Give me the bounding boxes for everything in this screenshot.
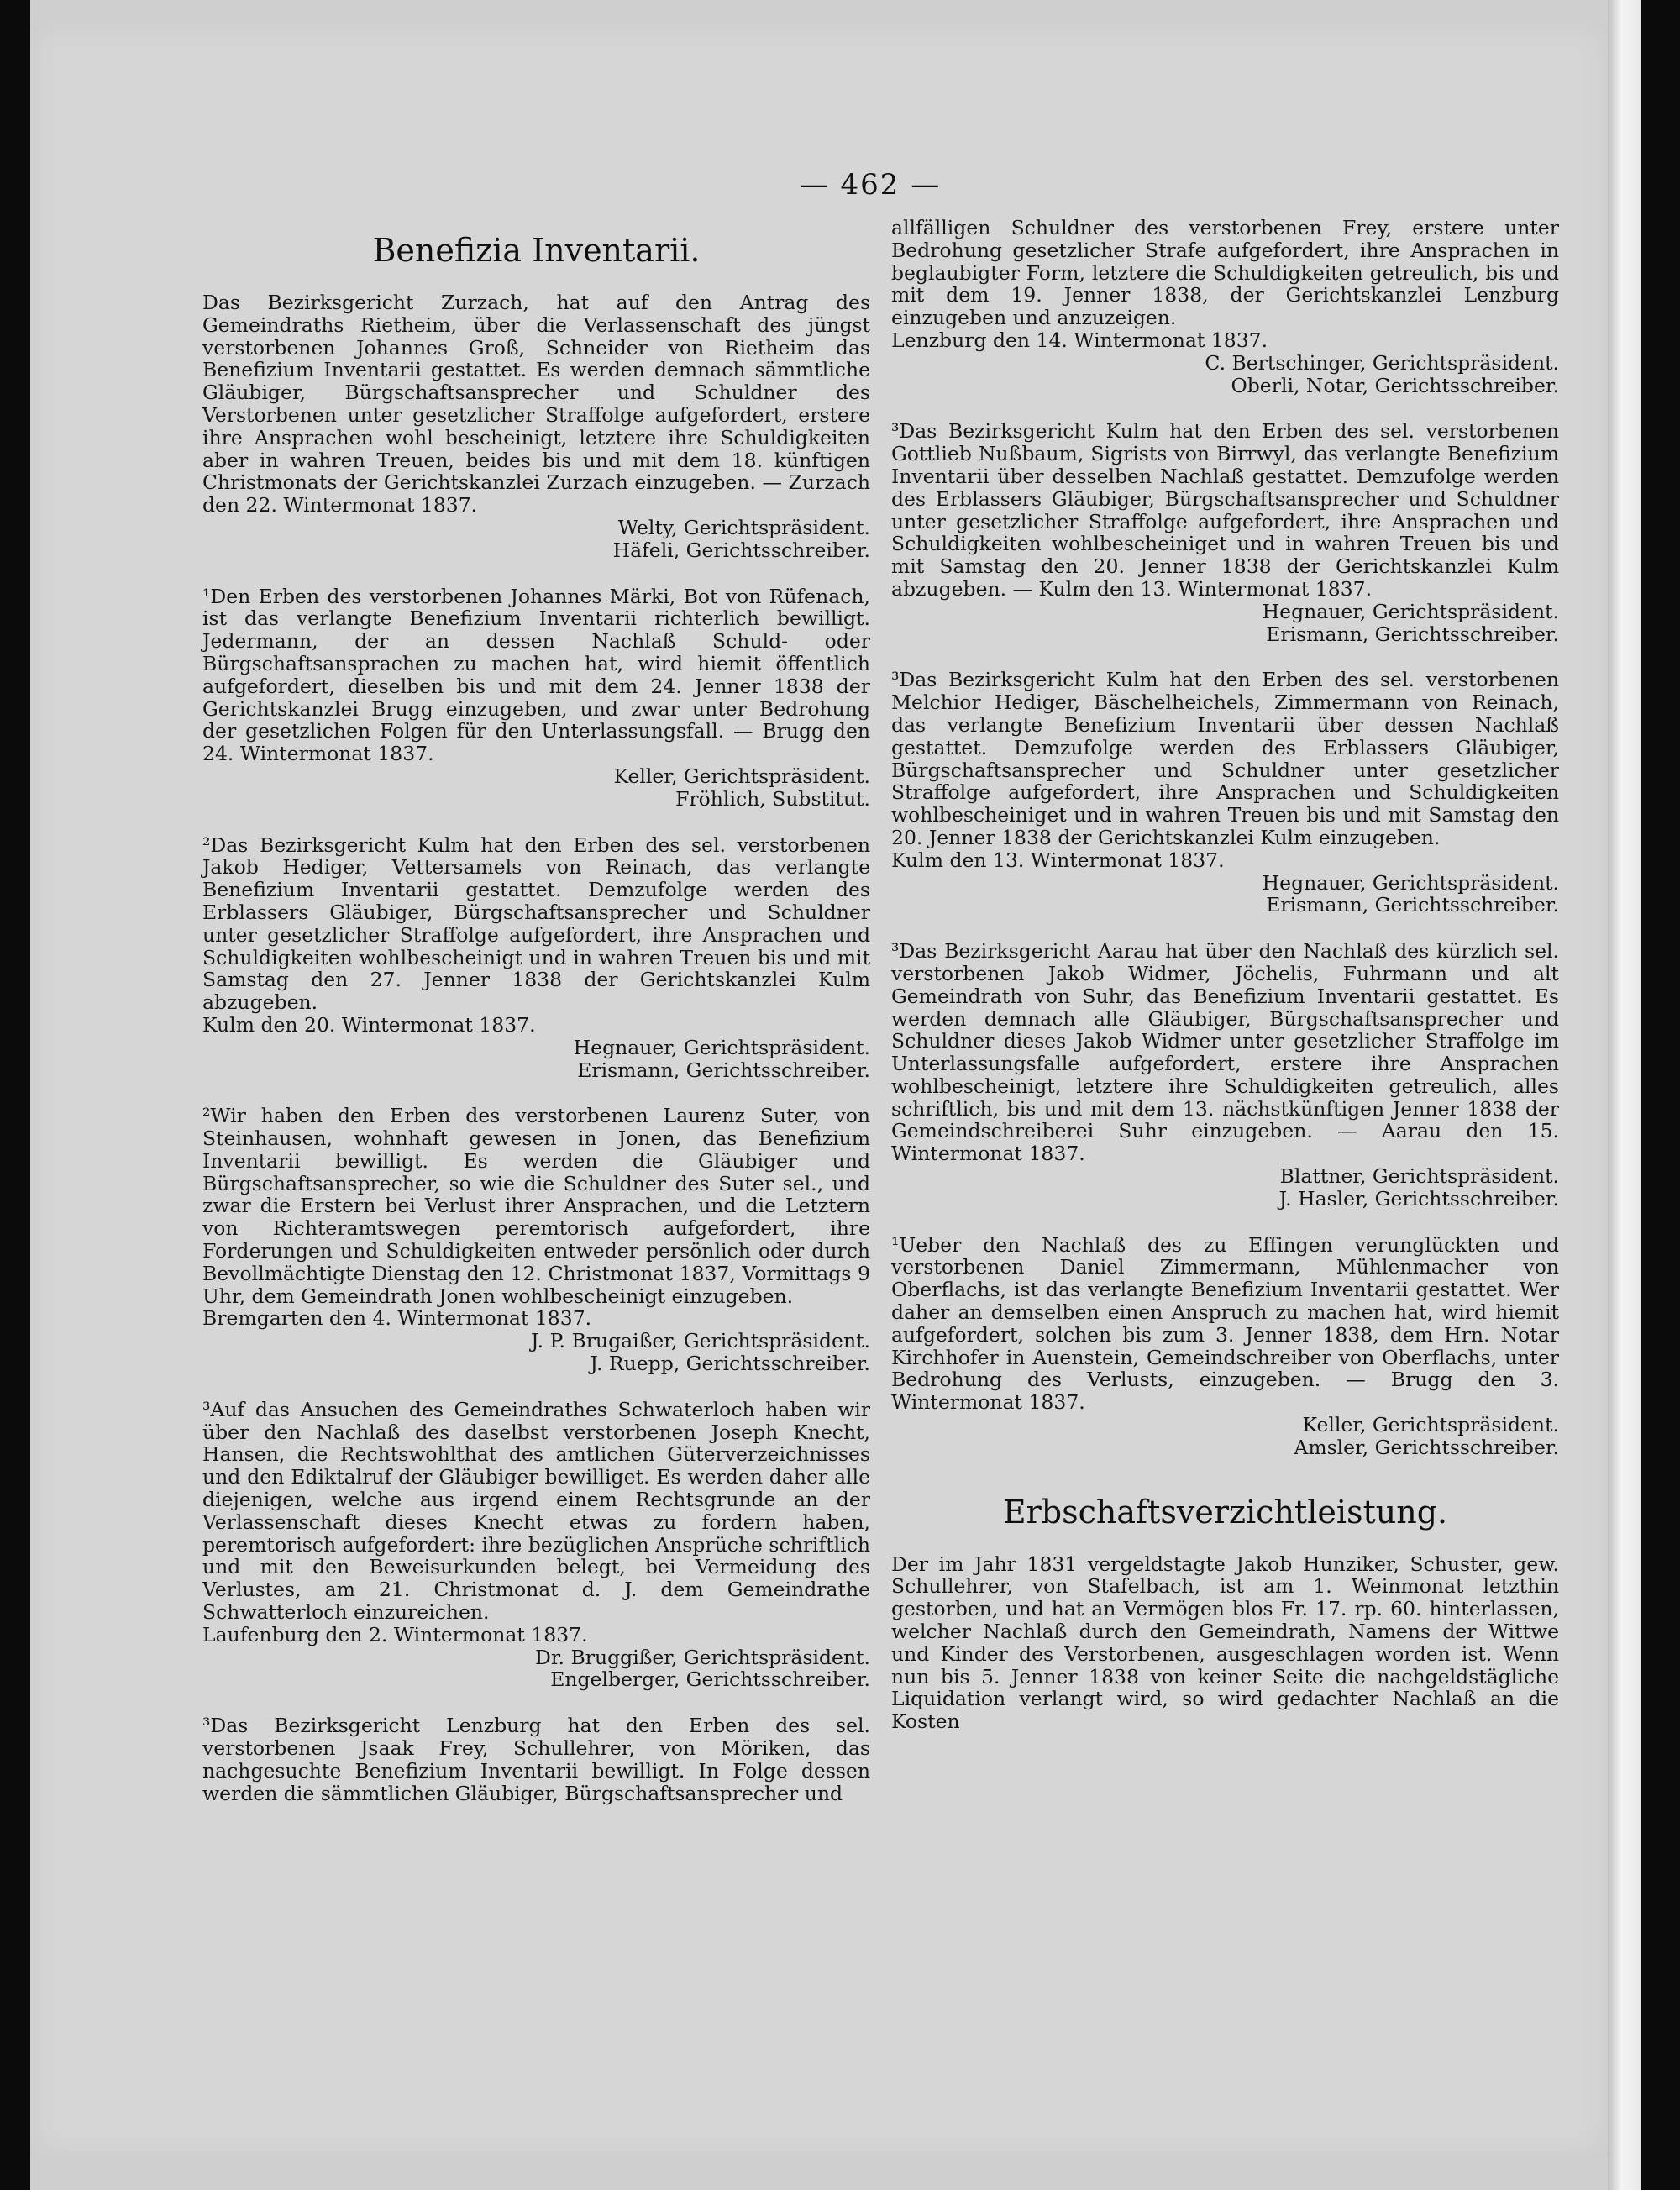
- dateline: Laufenburg den 2. Wintermonat 1837.: [202, 1622, 588, 1646]
- signature: Erismann, Gerichtsschreiber.: [1266, 622, 1559, 646]
- signature: J. Ruepp, Gerichtsschreiber.: [590, 1352, 870, 1376]
- notice: [891, 940, 1559, 1211]
- right-column: [891, 217, 1559, 1733]
- notice: [202, 586, 870, 811]
- scanned-page: [30, 0, 1641, 2190]
- signature: Erismann, Gerichtsschreiber.: [1266, 893, 1559, 917]
- notice-text: ¹Ueber den Nachlaß des zu Effingen verunglückten und verstorbenen Daniel Zimmermann, Mühlenmacher von Oberflachs, ist das verlangte Benefizium Inventarii gestattet. Wer daher an demselben einen Anspruch zu machen hat, wird hiemit aufgefordert, solchen bis zum 3. Jenner 1838, dem Hrn. Notar Kirchhofer in Auenstein, Gemeindschreiber von Oberflachs, unter Bedrohung des Verlusts, einzugeben. — Brugg den 3. Wintermonat 1837.: [891, 1232, 1559, 1415]
- signature: Fröhlich, Substitut.: [675, 786, 870, 811]
- notice: [202, 834, 870, 1082]
- dateline: Kulm den 20. Wintermonat 1837.: [202, 1012, 536, 1037]
- dateline: Bremgarten den 4. Wintermonat 1837.: [202, 1306, 592, 1331]
- notice-text: ²Das Bezirksgericht Kulm hat den Erben des sel. verstorbenen Jakob Hediger, Vettersamels von Reinach, das verlangte Benefizium Inventarii gestattet. Demzufolge werden des Erblassers Gläubiger, Bürgschaftsansprecher und Schuldner unter gesetzlicher Straffolge aufgefordert, ihre Ansprachen und Schuldigkeiten wohlbescheinigt und in wahren Treuen bis und mit Samstag den 27. Jenner 1838 der Gerichtskanzlei Kulm abzugeben.: [202, 832, 871, 1015]
- signature: Keller, Gerichtspräsident.: [1302, 1413, 1559, 1437]
- notice: [202, 1715, 870, 1804]
- section-heading: Benefizia Inventarii.: [372, 232, 701, 269]
- notice-text: ³Das Bezirksgericht Kulm hat den Erben des sel. verstorbenen Gottlieb Nußbaum, Sigrists von Birrwyl, das verlangte Benefizium Inventarii über desselben Nachlaß gestattet. Demzufolge werden des Erblassers Gläubiger, Bürgschaftsansprecher und Schuldner unter gesetzlicher Straffolge aufgefordert, ihre Ansprachen und Schuldigkeiten wohlbescheiniget und in wahren Treuen bis und mit Samstag den 20. Jenner 1838 der Gerichtskanzlei Kulm abzugeben. — Kulm den 13. Wintermonat 1837.: [891, 419, 1559, 601]
- notice: [202, 1399, 870, 1691]
- signature: Engelberger, Gerichtsschreiber.: [550, 1667, 870, 1692]
- signature: J. P. Brugaißer, Gerichtspräsident.: [530, 1329, 870, 1353]
- signature: Hegnauer, Gerichtspräsident.: [573, 1035, 870, 1059]
- page-edge: [1608, 0, 1641, 2190]
- signature: Welty, Gerichtspräsident.: [617, 515, 870, 539]
- notice: [202, 291, 870, 562]
- notice-text: ³Auf das Ansuchen des Gemeindrathes Schwaterloch haben wir über den Nachlaß des daselbst verstorbenen Joseph Knecht, Hansen, die Rechtswohlthat des amtlichen Güterverzeichnisses und den Ediktalruf der Gläubiger bewilliget. Es werden daher alle diejenigen, welche aus irgend einem Rechtsgrunde an der Verlassenschaft dieses Knecht etwas zu fordern haben, peremtorisch aufgefordert: ihre bezüglichen Ansprüche schriftlich und mit den Beweisurkunden belegt, bei Vermeidung des Verlustes, am 21. Christmonat d. J. dem Gemeindrathe Schwatterloch einzureichen.: [202, 1397, 870, 1625]
- dateline: Kulm den 13. Wintermonat 1837.: [891, 848, 1225, 872]
- notice-text: Der im Jahr 1831 vergeldstagte Jakob Hunziker, Schuster, gew. Schullehrer, von Stafelbach, ist am 1. Weinmonat letzthin gestorben, und hat an Vermögen blos Fr. 17. rp. 60. hinterlassen, welcher Nachlaß durch den Gemeindrath, Namens der Wittwe und Kinder des Verstorbenen, ausgeschlagen worden ist. Wenn nun bis 5. Jenner 1838 von keiner Seite die nachgeldstägliche Liquidation verlangt wird, so wird gedachter Nachlaß an die Kosten: [891, 1552, 1559, 1734]
- signature: J. Hasler, Gerichtsschreiber.: [1278, 1186, 1559, 1211]
- signature: Oberli, Notar, Gerichtsschreiber.: [1231, 373, 1559, 397]
- notice-text: ³Das Bezirksgericht Aarau hat über den Nachlaß des kürzlich sel. verstorbenen Jakob Widmer, Jöchelis, Fuhrmann und alt Gemeindrath von Suhr, das Benefizium Inventarii gestattet. Es werden demnach alle Gläubiger, Bürgschaftsansprecher und Schuldner dieses Jakob Widmer unter gesetzlicher Straffolge im Unterlassungsfalle aufgefordert, erstere ihre Ansprachen wohlbescheinigt, letztere ihre Schuldigkeiten getreulich, alles schriftlich, bis und mit dem 13. nächstkünftigen Jenner 1838 der Gemeindschreiberei Suhr einzugeben. — Aarau den 15. Wintermonat 1837.: [891, 939, 1559, 1166]
- signature: Hegnauer, Gerichtspräsident.: [1262, 870, 1559, 895]
- notice-text: ³Das Bezirksgericht Lenzburg hat den Erben des sel. verstorbenen Jsaak Frey, Schullehrer, von Möriken, das nachgesuchte Benefizium Inventarii bewilligt. In Folge dessen werden die sämmtlichen Gläubiger, Bürgschaftsansprecher und: [202, 1714, 870, 1805]
- signature: Hegnauer, Gerichtspräsident.: [1262, 599, 1559, 623]
- notice: [891, 217, 1559, 397]
- signature: C. Bertschinger, Gerichtspräsident.: [1205, 350, 1559, 375]
- signature: Häfeli, Gerichtsschreiber.: [612, 538, 870, 562]
- notice-text: Das Bezirksgericht Zurzach, hat auf den Antrag des Gemeindraths Rietheim, über die Verlassenschaft des jüngst verstorbenen Johannes Groß, Schneider von Rietheim das Benefizium Inventarii gestattet. Es werden demnach sämmtliche Gläubiger, Bürgschaftsansprecher und Schuldner des Verstorbenen unter gesetzlicher Straffolge aufgefordert, erstere ihre Ansprachen wohl bescheinigt, letztere ihre Schuldigkeiten aber in wahren Treuen, beides bis und mit dem 18. künftigen Christmonats der Gerichtskanzlei Zurzach einzugeben. — Zurzach den 22. Wintermonat 1837.: [202, 291, 870, 517]
- notice: [891, 669, 1559, 916]
- signature: Dr. Bruggißer, Gerichtspräsident.: [535, 1645, 870, 1669]
- notice-text: ³Das Bezirksgericht Kulm hat den Erben des sel. verstorbenen Melchior Hediger, Bäschelheichels, Zimmermann von Reinach, das verlangte Benefizium Inventarii über dessen Nachlaß gestattet. Demzufolge werden des Erblassers Gläubiger, Bürgschaftsansprecher und Schuldner unter gesetzlicher Straffolge aufgefordert, ihre Ansprachen und Schuldigkeiten wohlbescheiniget und in wahren Treuen bis und mit Samstag den 20. Jenner 1838 der Gerichtskanzlei Kulm einzugeben.: [891, 668, 1559, 849]
- section-heading: Erbschaftsverzichtleistung.: [1002, 1493, 1448, 1531]
- left-column: [202, 223, 870, 1828]
- signature: Blattner, Gerichtspräsident.: [1279, 1164, 1559, 1189]
- notice-text: allfälligen Schuldner des verstorbenen Frey, erstere unter Bedrohung gesetzlicher Strafe aufgefordert, ihre Ansprachen in beglaubigter Form, letztere die Schuldigkeiten getreulich, bis und mit dem 19. Jenner 1838, der Gerichtskanzlei Lenzburg einzugeben und anzuzeigen.: [891, 216, 1559, 330]
- signature: Erismann, Gerichtsschreiber.: [577, 1058, 870, 1082]
- notice-text: ²Wir haben den Erben des verstorbenen Laurenz Suter, von Steinhausen, wohnhaft gewesen in Jonen, das Benefizium Inventarii bewilligt. Es werden die Gläubiger und Bürgschaftsansprecher, so wie die Schuldner des Suter sel., und zwar die Erstern bei Verlust ihrer Ansprachen, und die Letztern von Richteramtswegen peremtorisch aufgefordert, ihre Forderungen und Schuldigkeiten entweder persönlich oder durch Bevollmächtigte Dienstag den 12. Christmonat 1837, Vormittags 9 Uhr, dem Gemeindrath Jonen wohlbescheinigt einzugeben.: [202, 1104, 870, 1308]
- notice: [202, 1105, 870, 1375]
- notice-text: ¹Den Erben des verstorbenen Johannes Märki, Bot von Rüfenach, ist das verlangte Benefizium Inventarii richterlich bewilligt. Jedermann, der an dessen Nachlaß Schuld- oder Bürgschaftsansprachen zu machen hat, wird hiemit öffentlich aufgefordert, dieselben bis und mit dem 24. Jenner 1838 der Gerichtskanzlei Brugg einzugeben, und zwar unter Bedrohung der gesetzlichen Folgen für den Unterlassungsfall. — Brugg den 24. Wintermonat 1837.: [202, 584, 870, 766]
- page-number: — 462 —: [799, 168, 942, 202]
- signature: Keller, Gerichtspräsident.: [613, 764, 870, 788]
- notice: [891, 420, 1559, 645]
- signature: Amsler, Gerichtsschreiber.: [1294, 1435, 1559, 1459]
- dateline: Lenzburg den 14. Wintermonat 1837.: [891, 328, 1268, 352]
- notice: [891, 1234, 1559, 1459]
